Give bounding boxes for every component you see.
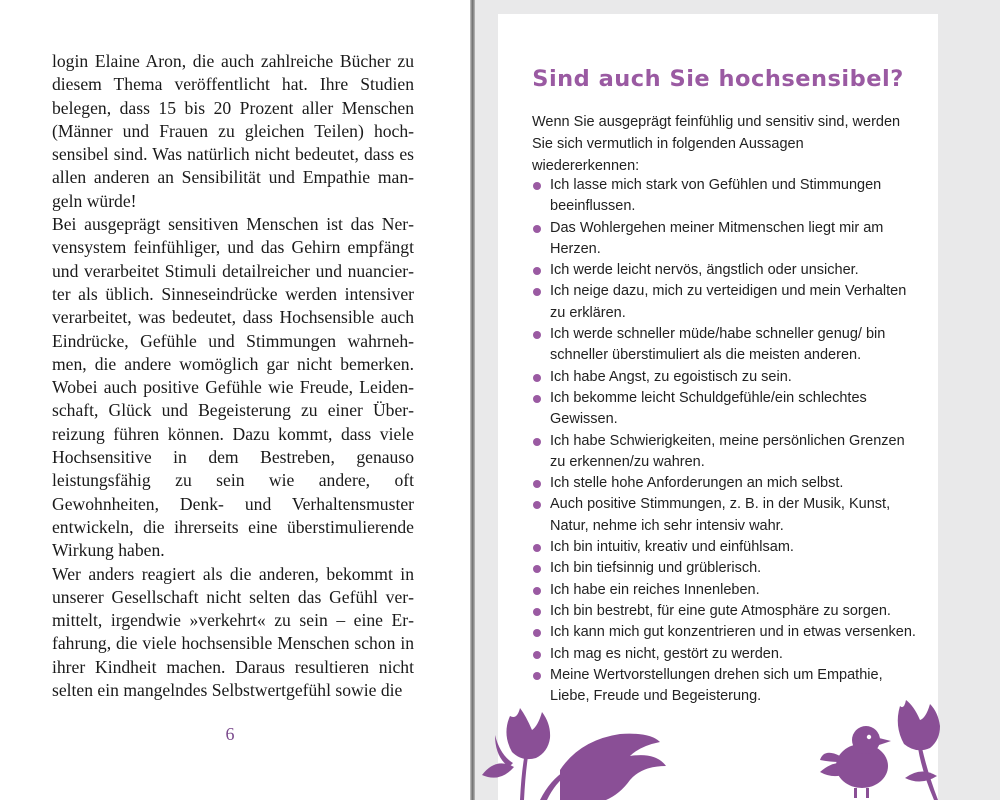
list-item xyxy=(532,175,922,218)
list-item xyxy=(532,388,922,431)
list-item-text: Ich kann mich gut konzentrieren und in etwas versenken. xyxy=(550,624,916,641)
list-item xyxy=(532,431,922,474)
bullet-icon xyxy=(533,331,541,339)
list-item-text: Ich bin bestrebt, für eine gute Atmosphäre zu sorgen. xyxy=(550,602,891,619)
body-text xyxy=(52,50,414,702)
paragraph-1: login Elaine Aron, die auch zahlreiche Bücher zu diesem Thema veröffentlicht hat. Ihre Studien belegen, dass 15 bis 20 Prozent aller Menschen (Männer und Frauen zu gleichen Teilen) hochsensibel sind. Was natürlich nicht bedeutet, dass es allen anderen an Sensibilität und Empathie mangeln würde! xyxy=(52,51,414,211)
bullet-icon xyxy=(533,288,541,296)
bullet-icon xyxy=(533,587,541,595)
bullet-icon xyxy=(533,182,541,190)
list-item-text: Das Wohlergehen meiner Mitmenschen liegt mir am Herzen. xyxy=(550,219,884,257)
list-item-text: Ich mag es nicht, gestört zu werden. xyxy=(550,645,783,662)
bullet-icon xyxy=(533,480,541,488)
list-item xyxy=(532,260,922,281)
bullet-icon xyxy=(533,672,541,680)
list-item-text: Ich bin tiefsinnig und grüblerisch. xyxy=(550,560,762,577)
list-item xyxy=(532,537,922,558)
list-item-text: Ich habe ein reiches Innenleben. xyxy=(550,581,760,598)
list-item xyxy=(532,558,922,579)
list-item xyxy=(532,494,922,537)
list-item xyxy=(532,324,922,367)
bullet-icon xyxy=(533,267,541,275)
statement-list xyxy=(532,175,922,707)
list-item xyxy=(532,580,922,601)
paragraph-3: Wer anders reagiert als die anderen, bekommt in unserer Gesellschaft nicht selten das Gefühl vermittelt, irgendwie »verkehrt« zu sein – eine Erfahrung, die viele hochsensible Menschen schon in ihrer Kindheit machen. Daraus resultieren nicht selten ein mangelndes Selbstwertgefühl sowie die xyxy=(52,563,414,701)
bullet-icon xyxy=(533,544,541,552)
list-item-text: Ich habe Angst, zu egoistisch zu sein. xyxy=(550,368,792,385)
list-item xyxy=(532,601,922,622)
list-item-text: Meine Wertvorstellungen drehen sich um Empathie, Liebe, Freude und Begeisterung. xyxy=(550,666,883,705)
list-item xyxy=(532,367,922,388)
bullet-icon xyxy=(533,565,541,573)
bullet-icon xyxy=(533,651,541,659)
bullet-icon xyxy=(533,395,541,403)
list-item-text: Auch positive Stimmungen, z. B. in der Musik, Kunst, Natur, nehme ich sehr intensiv wahr. xyxy=(550,496,891,534)
list-item-text: Ich lasse mich stark von Gefühlen und Stimmungen beeinflussen. xyxy=(550,177,882,215)
list-item-text: Ich stelle hohe Anforderungen an mich selbst. xyxy=(550,475,844,492)
page-number: 6 xyxy=(225,724,235,744)
list-item-text: Ich neige dazu, mich zu verteidigen und mein Verhalten zu erklären. xyxy=(550,283,907,321)
list-item xyxy=(532,644,922,665)
bullet-icon xyxy=(533,608,541,616)
bullet-icon xyxy=(533,629,541,637)
list-item-text: Ich habe Schwierigkeiten, meine persönlichen Grenzen zu erkennen/zu wahren. xyxy=(550,432,905,470)
bullet-icon xyxy=(533,438,541,446)
info-box-intro: Wenn Sie ausgeprägt feinfühlig und sensitiv sind, werden Sie sich vermutlich in folgenden Aussagen wiedererkennen: xyxy=(532,114,901,174)
list-item-text: Ich bekomme leicht Schuldgefühle/ein schlechtes Gewissen. xyxy=(550,389,867,428)
list-item xyxy=(532,473,922,494)
list-item xyxy=(532,665,922,708)
bullet-icon xyxy=(533,374,541,382)
list-item xyxy=(532,281,922,324)
list-item-text: Ich bin intuitiv, kreativ und einfühlsam. xyxy=(550,539,794,556)
left-page xyxy=(0,0,470,800)
bullet-icon xyxy=(533,225,541,233)
list-item-text: Ich werde schneller müde/habe schneller genug/ bin schneller überstimuliert als die meisten anderen. xyxy=(550,326,886,364)
info-box-title: Sind auch Sie hochsensibel? xyxy=(532,66,904,92)
list-item xyxy=(532,622,922,643)
list-item-text: Ich werde leicht nervös, ängstlich oder unsicher. xyxy=(550,262,859,279)
list-item xyxy=(532,218,922,261)
info-box xyxy=(498,14,938,800)
paragraph-2: Bei ausgeprägt sensitiven Menschen ist das Nervensystem feinfühliger, und das Gehirn empfängt und verarbeitet Stimuli detailreicher und nuancierter als üblich. Sinneseindrücke werden intensiver verarbeitet, was bedeutet, dass Hochsensible auch Eindrücke, Gefühle und Stimmungen wahrnehmen, die andere womöglich gar nicht bemerken. Wobei auch positive Gefühle wie Freude, Leidenschaft, Glück und Begeisterung zu einer Überreizung führen können. Dazu kommt, dass viele Hochsensitive in dem Bestreben, genauso leistungsfähig zu sein wie andere, oft Gewohnheiten, Denk- und Verhaltensmuster entwickeln, die ihrerseits eine überstimulierende Wirkung haben. xyxy=(52,214,414,561)
bullet-icon xyxy=(533,501,541,509)
